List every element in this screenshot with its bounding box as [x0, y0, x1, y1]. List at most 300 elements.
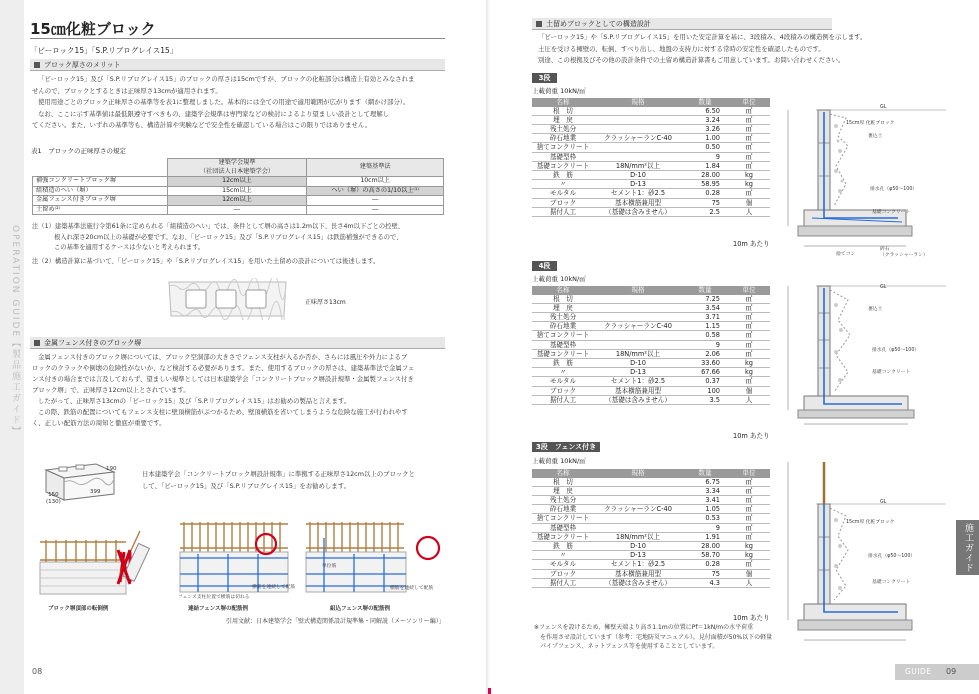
- table-header-row: [532, 469, 770, 478]
- intro-line: 土圧を受ける擁壁の、転倒、すべり出し、地盤の支持力に対する常時の安定性を確認したものです。: [538, 44, 825, 53]
- table-row: [532, 340, 770, 349]
- table-cell: 0.28: [682, 560, 728, 569]
- per-10m-5: 10m あたり: [733, 614, 770, 622]
- table-cell: 12cm以上: [167, 196, 307, 206]
- table-cell: [594, 331, 682, 340]
- table-body: [532, 478, 770, 588]
- table-cell: kg: [728, 359, 770, 368]
- table-cell: kg: [728, 542, 770, 551]
- note-1: [32, 222, 447, 254]
- table-cell: 据付人工: [532, 207, 594, 216]
- table-cell: 9: [682, 340, 728, 349]
- title-rule: [30, 38, 445, 39]
- table-cell: D-10: [594, 542, 682, 551]
- section-diagram-4: [778, 280, 948, 430]
- table-cell: ㎥: [728, 486, 770, 495]
- block-section-illustration: [165, 278, 290, 320]
- fence-line: ンス付きの場合までは言及しておらず、望ましい規準としては日本建築学会「コンクリートブロック塀設計規準・金属製フェンス付き: [32, 375, 414, 383]
- diag-gl-4: GL: [880, 285, 887, 290]
- footnote-line: を作用させ設計しています（参考：宅地防災マニュアル）。見付面積が50%以下の軽量: [540, 633, 773, 641]
- section-heading-retaining: 土留めブロックとしての構造設計: [532, 18, 832, 30]
- table-cell: 組積造のへい（塀）: [33, 186, 168, 196]
- table-cell: 0.58: [682, 331, 728, 340]
- table-cell: セメント1：砂2.5: [594, 377, 682, 386]
- table-cell: 残土処分: [532, 313, 594, 322]
- diag-foundation-5: 基礎コンクリート: [872, 580, 911, 585]
- fence-line: この際、鉄筋の配置についてもフェンス支柱に壁頂横筋がぶつかるため、壁頂横筋を省いてしまうような危険な施工が行われやす: [38, 408, 408, 416]
- table-cell: 58.95: [682, 180, 728, 189]
- table-cell: 人: [728, 578, 770, 587]
- table-cell: 基本横筋兼用型: [594, 386, 682, 395]
- table-cell: モルタル: [532, 189, 594, 198]
- table-cell: 6.75: [682, 478, 728, 487]
- intro-line: 「ビーロック15」や「S.P.リブログレイス15」を用いた安定計算を基に、3段積み、4段積みの構造例を示します。: [538, 33, 867, 41]
- table-row: [532, 368, 770, 377]
- table-cell: ㎥: [728, 532, 770, 541]
- table-header-cell: 単位: [728, 286, 770, 295]
- table-cell: 0.37: [682, 377, 728, 386]
- table-header-cell: 数量: [682, 286, 728, 295]
- table-cell: ㎡: [728, 152, 770, 161]
- table-row: [532, 551, 770, 560]
- table-cell: [594, 340, 682, 349]
- table-row: [532, 171, 770, 180]
- table-row: [532, 386, 770, 395]
- table-cell: 1.84: [682, 161, 728, 170]
- quantity-table-3: [532, 98, 770, 217]
- table-cell: 3.24: [682, 115, 728, 124]
- fence-line: ブロック塀」で、正味厚さ12cm以上とされています。: [32, 386, 190, 394]
- table-cell: 9: [682, 152, 728, 161]
- table-cell: 6.50: [682, 107, 728, 116]
- table-cell: ㎥: [728, 295, 770, 304]
- table-header-cell: 名称: [532, 98, 594, 107]
- table-cell: 残土処分: [532, 125, 594, 134]
- section-diagram-fence: [778, 458, 948, 658]
- table-cell: 基本横筋兼用型: [594, 569, 682, 578]
- diag-crushed-stone: 砕石 （クラッシャーラン）: [880, 247, 928, 258]
- left-page: [0, 0, 489, 694]
- table-cell: 3.41: [682, 496, 728, 505]
- table-cell: 7.25: [682, 295, 728, 304]
- table-cell: [594, 496, 682, 505]
- table-header-cell: [33, 159, 168, 177]
- fence-note-b: 横筋を連続して配筋: [252, 585, 296, 590]
- table-cell: 埋 戻: [532, 115, 594, 124]
- overturn-example-figure: [32, 522, 172, 602]
- table-row: [33, 205, 444, 215]
- table-header-cell: 建築基準法: [307, 159, 444, 177]
- table-header-row: [532, 98, 770, 107]
- table-cell: 58.70: [682, 551, 728, 560]
- table-header-cell: 規格: [594, 469, 682, 478]
- net-thickness-label: 正味厚さ13cm: [305, 299, 346, 306]
- quantity-table-5: [532, 469, 770, 588]
- table-row: [532, 377, 770, 386]
- fence-paragraph: [32, 352, 447, 429]
- table-cell: 根 切: [532, 107, 594, 116]
- table-cell: 補強コンクリートブロック塀: [33, 177, 168, 187]
- table-header-row: [532, 286, 770, 295]
- table-row: [532, 331, 770, 340]
- table-cell: 3.26: [682, 125, 728, 134]
- table-cell: ㎥: [728, 322, 770, 331]
- merit-paragraph: [32, 74, 447, 132]
- table-cell: モルタル: [532, 377, 594, 386]
- diag-foundation-4: 基礎コンクリート: [872, 370, 911, 375]
- table-cell: セメント1：砂2.5: [594, 189, 682, 198]
- table-row: [532, 125, 770, 134]
- table-cell: 金属フェンス付きブロック塀: [33, 196, 168, 206]
- table-cell: 1.15: [682, 322, 728, 331]
- fence-line: ロックのクラックや倒壊の危険性がないか、など検討する必要があります。また、使用するブロックの厚さは、建築基準法で金属フェ: [32, 364, 415, 372]
- table-header-cell: 名称: [532, 469, 594, 478]
- table-row: [532, 207, 770, 216]
- table-cell: ㎥: [728, 143, 770, 152]
- table-cell: [594, 295, 682, 304]
- table-cell: kg: [728, 368, 770, 377]
- table-row: [532, 359, 770, 368]
- table-cell: 18N/mm²以上: [594, 161, 682, 170]
- gutter: [486, 0, 490, 694]
- figure-caption: 組込フェンス塀の配筋例: [330, 606, 391, 612]
- table-body: [532, 295, 770, 405]
- table-row: [532, 532, 770, 541]
- fence-line: 金属フェンス付きのブロック塀については、ブロック空洞部の大きさでフェンス支柱が入るか否か、さらには風圧や外力によるブ: [38, 353, 408, 361]
- footnote-line: パイプフェンス、ネットフェンス等を使用することとしています。: [540, 643, 719, 650]
- load-label-5: 上載荷重 10kN/㎡: [532, 457, 586, 465]
- table-cell: 2.06: [682, 349, 728, 358]
- sidebar-text: OPERATION GUIDE【製品施工ガイド】: [10, 225, 20, 438]
- diag-gl: GL: [880, 105, 887, 110]
- table-cell: 〃: [532, 180, 594, 189]
- table-header-cell: 数量: [682, 98, 728, 107]
- merit-line: 使用用途ごとのブロック正味厚さの基準等を表1に整理しました。基本的には全ての用途で適用範囲が広がります（網かけ部分）。: [38, 98, 410, 106]
- table-cell: 1.00: [682, 134, 728, 143]
- recommend-line: して、「ビーロック15」及び「S.P.リブログレイス15」をお勧めします。: [142, 482, 350, 490]
- table-row: [532, 115, 770, 124]
- table-row: [532, 542, 770, 551]
- table-caption: 表1 ブロックの正味厚さの規定: [31, 147, 127, 155]
- table-cell: [594, 313, 682, 322]
- note-line: この基準を適用するケースは少ないと考えられます。: [54, 244, 205, 251]
- table-header-row: [33, 159, 444, 177]
- table-cell: セメント1：砂2.5: [594, 560, 682, 569]
- table-row: [532, 313, 770, 322]
- fence-note-d: 横筋を連続して配筋: [390, 586, 434, 591]
- page-title: 15㎝化粧ブロック: [30, 20, 156, 38]
- diag-block-5: 15cm厚 化粧ブロック: [846, 520, 895, 525]
- table-cell: 12cm以上: [167, 177, 307, 187]
- table-cell: 28.00: [682, 171, 728, 180]
- table-cell: 埋 戻: [532, 303, 594, 312]
- figure-caption: 連結フェンス塀の配筋例: [188, 606, 249, 612]
- table-cell: 個: [728, 198, 770, 207]
- table-row: [532, 569, 770, 578]
- table-cell: [594, 303, 682, 312]
- table-cell: ㎥: [728, 505, 770, 514]
- table-cell: 埋 戻: [532, 486, 594, 495]
- retaining-intro: [538, 32, 958, 67]
- page-number-right: 09: [946, 667, 957, 676]
- table-cell: ㎥: [728, 134, 770, 143]
- table-cell: 3.71: [682, 313, 728, 322]
- table-cell: モルタル: [532, 560, 594, 569]
- table-cell: （基礎は含みません）: [594, 207, 682, 216]
- fence-line: く、正しい配筋方法の周知と徹底が重要です。: [32, 419, 166, 427]
- figure-caption: ブロック塀頂部の転倒例: [48, 606, 109, 612]
- diag-foundation: 基礎コンクリート: [872, 210, 911, 215]
- section-badge-4: 4段: [532, 261, 557, 271]
- table-row: [532, 349, 770, 358]
- table-cell: 10cm以上: [307, 177, 444, 187]
- table-cell: ㎥: [728, 514, 770, 523]
- note-2: 注（2）構造計算に基づいて、「ビーロック15」や「S.P.リブログレイス15」を用いた土留めの設計については後述します。: [32, 258, 380, 265]
- table-cell: クラッシャーランC-40: [594, 322, 682, 331]
- table-cell: 100: [682, 386, 728, 395]
- table-cell: 鉄 筋: [532, 359, 594, 368]
- table-cell: ㎥: [728, 331, 770, 340]
- table-cell: ㎥: [728, 478, 770, 487]
- table-cell: 基礎コンクリート: [532, 161, 594, 170]
- section-badge-3: 3段: [532, 73, 557, 83]
- table-row: [532, 152, 770, 161]
- crop-mark: [488, 688, 491, 694]
- dim-height: 190: [106, 466, 117, 472]
- table-cell: kg: [728, 171, 770, 180]
- table-row: [532, 395, 770, 404]
- quantity-table-4: [532, 286, 770, 405]
- table-row: [532, 198, 770, 207]
- table-row: [532, 161, 770, 170]
- table-row: [532, 134, 770, 143]
- table-cell: D-13: [594, 368, 682, 377]
- diag-backfill-4: 裏込土: [868, 307, 883, 312]
- table-cell: 砕石地業: [532, 134, 594, 143]
- note-line: 根入れ深さ20cm以上の基礎が必要です。なお、「ビーロック15」及び「S.P.リブログレイス15」は鉄筋補強ができるので、: [54, 233, 403, 241]
- table-cell: [594, 143, 682, 152]
- diag-block: 15cm厚 化粧ブロック: [846, 121, 895, 126]
- source-citation: 引用文献：日本建築学会「壁式構造関係設計規準集・同解説（メーソンリー編）」: [226, 618, 445, 625]
- merit-line: 「ビーロック15」及び「S.P.リブログレイス15」のブロックの厚さは15cmですが、ブロックの化粧部分は構造上有効とみなされま: [38, 75, 415, 83]
- table-cell: ㎥: [728, 313, 770, 322]
- table-cell: 3.54: [682, 303, 728, 312]
- dim-thickness: 150 (130): [46, 492, 61, 505]
- diag-blinding: 捨てコン: [836, 252, 856, 257]
- table-row: [532, 578, 770, 587]
- table-cell: 75: [682, 569, 728, 578]
- table-cell: 根 切: [532, 295, 594, 304]
- fence-note-c: 単位筋: [322, 564, 337, 569]
- section-heading-fence: 金属フェンス付きのブロック塀: [30, 337, 445, 349]
- section-heading-merit: ブロック厚さのメリット: [30, 59, 445, 71]
- table-cell: [594, 125, 682, 134]
- table-row: [532, 523, 770, 532]
- diag-gl-5: GL: [880, 500, 887, 505]
- table-cell: クラッシャーランC-40: [594, 134, 682, 143]
- table-cell: ―: [167, 205, 307, 215]
- table-row: [33, 196, 444, 206]
- table-cell: 33.60: [682, 359, 728, 368]
- table-row: [532, 486, 770, 495]
- table-cell: ブロック: [532, 198, 594, 207]
- table-cell: クラッシャーランC-40: [594, 505, 682, 514]
- table-cell: D-13: [594, 551, 682, 560]
- table-cell: 0.28: [682, 189, 728, 198]
- table-cell: 1.91: [682, 532, 728, 541]
- table-cell: 18N/mm²以上: [594, 349, 682, 358]
- table-cell: kg: [728, 180, 770, 189]
- table-cell: [594, 115, 682, 124]
- table-cell: 残土処分: [532, 496, 594, 505]
- section-badge-3-fence: 3段 フェンス付き: [532, 442, 600, 452]
- table-cell: [594, 107, 682, 116]
- per-10m-3: 10m あたり: [733, 240, 770, 248]
- diag-drain: 排水孔（φ50〜100）: [870, 187, 918, 192]
- table-cell: 根 切: [532, 478, 594, 487]
- table-cell: 基本横筋兼用型: [594, 198, 682, 207]
- table-cell: へい（塀）の高さの1/10以上⁽¹⁾: [307, 186, 444, 196]
- table-cell: 捨てコンクリート: [532, 514, 594, 523]
- table-header-cell: 建築学会規準 （社団法人日本建築学会）: [167, 159, 307, 177]
- recommend-line: 日本建築学会「コンクリートブロック塀設計規準」に準拠する正味厚さ12cm以上のブロックと: [142, 470, 415, 478]
- table-cell: 人: [728, 207, 770, 216]
- table-cell: 据付人工: [532, 578, 594, 587]
- guide-label: GUIDE: [905, 667, 932, 676]
- table-header-cell: 数量: [682, 469, 728, 478]
- table-cell: 基礎型枠: [532, 340, 594, 349]
- table-cell: 個: [728, 386, 770, 395]
- fence-line: したがって、正味厚さ13cmの「ビーロック15」及び「S.P.リブログレイス15」はお勧めの製品と言えます。: [38, 397, 351, 405]
- table-cell: ㎡: [728, 340, 770, 349]
- footnote-line: ※フェンスを設けるため、擁壁天端より高さ1.1mの位置にPf＝1kN/mの水平荷重: [534, 624, 754, 631]
- table-cell: ㎥: [728, 377, 770, 386]
- table-row: [532, 295, 770, 304]
- table-cell: 18N/mm²以上: [594, 532, 682, 541]
- table-row: [532, 496, 770, 505]
- table-cell: [594, 152, 682, 161]
- table-cell: 1.05: [682, 505, 728, 514]
- table-cell: [594, 523, 682, 532]
- table-cell: （基礎は含みません）: [594, 578, 682, 587]
- table-cell: ㎥: [728, 125, 770, 134]
- table-cell: 4.3: [682, 578, 728, 587]
- table-cell: ―: [307, 196, 444, 206]
- table-row: [33, 177, 444, 187]
- table-cell: 0.50: [682, 143, 728, 152]
- table-cell: 28.00: [682, 542, 728, 551]
- table-cell: 鉄 筋: [532, 542, 594, 551]
- table-cell: 基礎型枠: [532, 523, 594, 532]
- table-row: [532, 560, 770, 569]
- table-cell: ㎥: [728, 161, 770, 170]
- fence-note-a: フェンス支柱位置で横筋は切れる: [178, 595, 250, 600]
- table-cell: 3.34: [682, 486, 728, 495]
- table-row: [33, 186, 444, 196]
- table-row: [532, 303, 770, 312]
- intro-line: 別途、この根拠及びその他の設計条件での土留め構造計算書もご用意しています。お問い合わせください。: [538, 56, 845, 64]
- table-cell: 土留め⁽²⁾: [33, 205, 168, 215]
- table-cell: 捨てコンクリート: [532, 331, 594, 340]
- table-cell: ㎥: [728, 303, 770, 312]
- table-header-cell: 単位: [728, 469, 770, 478]
- table-cell: ㎥: [728, 349, 770, 358]
- table-cell: ブロック: [532, 569, 594, 578]
- table-cell: D-10: [594, 171, 682, 180]
- table-header-cell: 規格: [594, 98, 682, 107]
- note-line: 注（1）建築基準法施行令第61条に定められる「組積造のへい」では、条件として塀の高さは1.2m以下、長さ4m以下ごとの控壁、: [32, 223, 405, 230]
- table-cell: 2.5: [682, 207, 728, 216]
- table-header-cell: 名称: [532, 286, 594, 295]
- table-cell: 基礎型枠: [532, 152, 594, 161]
- table-cell: 個: [728, 569, 770, 578]
- table-row: [532, 322, 770, 331]
- table-cell: 9: [682, 523, 728, 532]
- diag-drain-4: 排水孔（φ50〜100）: [872, 348, 920, 353]
- recommendation-text: [142, 468, 452, 492]
- table-cell: 基礎コンクリート: [532, 532, 594, 541]
- table-row: [532, 143, 770, 152]
- table-cell: [594, 514, 682, 523]
- table-header-cell: 規格: [594, 286, 682, 295]
- table-header-cell: 単位: [728, 98, 770, 107]
- page-subtitle: 「ビーロック15」「S.P.リブログレイス15」: [30, 46, 178, 55]
- merit-line: てください。また、いずれの基準等も、構造計算や実験などで安全性を確認している場合はこの限りではありません。: [32, 121, 372, 129]
- table-cell: （基礎は含みません）: [594, 395, 682, 404]
- table-cell: 据付人工: [532, 395, 594, 404]
- table-row: [532, 505, 770, 514]
- table-cell: 3.5: [682, 395, 728, 404]
- section-tab[interactable]: 施工ガイド: [956, 520, 979, 575]
- table-cell: 〃: [532, 368, 594, 377]
- table-cell: 67.66: [682, 368, 728, 377]
- table-cell: ㎥: [728, 107, 770, 116]
- table-cell: 人: [728, 395, 770, 404]
- table-cell: 鉄 筋: [532, 171, 594, 180]
- merit-line: なお、ここに示す基準値は最低限遵守すべきもの、建築学会規準は専門家などの検討によるより望ましい設計として理解し: [38, 109, 390, 118]
- diag-drain-5: 排水孔（φ50〜100）: [868, 554, 916, 559]
- table-cell: ㎥: [728, 115, 770, 124]
- load-label-3: 上載荷重 10kN/㎡: [532, 87, 586, 95]
- table-cell: ㎡: [728, 523, 770, 532]
- table-cell: [594, 486, 682, 495]
- diag-backfill: 裏込土: [868, 134, 883, 139]
- table-cell: 0.53: [682, 514, 728, 523]
- table-row: [532, 107, 770, 116]
- table-cell: [594, 478, 682, 487]
- table-cell: ㎥: [728, 496, 770, 505]
- table-row: [532, 180, 770, 189]
- table-body: [532, 107, 770, 217]
- table-cell: kg: [728, 551, 770, 560]
- table-row: [532, 514, 770, 523]
- load-label-4: 上載荷重 10kN/㎡: [532, 275, 586, 283]
- dim-length: 399: [90, 489, 101, 495]
- table-cell: D-13: [594, 180, 682, 189]
- per-10m-4: 10m あたり: [733, 432, 770, 440]
- table-cell: ―: [307, 205, 444, 215]
- table-cell: 15cm以上: [167, 186, 307, 196]
- table-cell: ブロック: [532, 386, 594, 395]
- page-number-left: 08: [32, 667, 43, 676]
- table-cell: ㎥: [728, 560, 770, 569]
- merit-line: せんので、ブロックとするときは正味厚さ13cmが適用されます。: [32, 86, 222, 95]
- table-cell: D-10: [594, 359, 682, 368]
- table-cell: ㎥: [728, 189, 770, 198]
- table-cell: 砕石地業: [532, 505, 594, 514]
- table-cell: 基礎コンクリート: [532, 349, 594, 358]
- table-cell: 砕石地業: [532, 322, 594, 331]
